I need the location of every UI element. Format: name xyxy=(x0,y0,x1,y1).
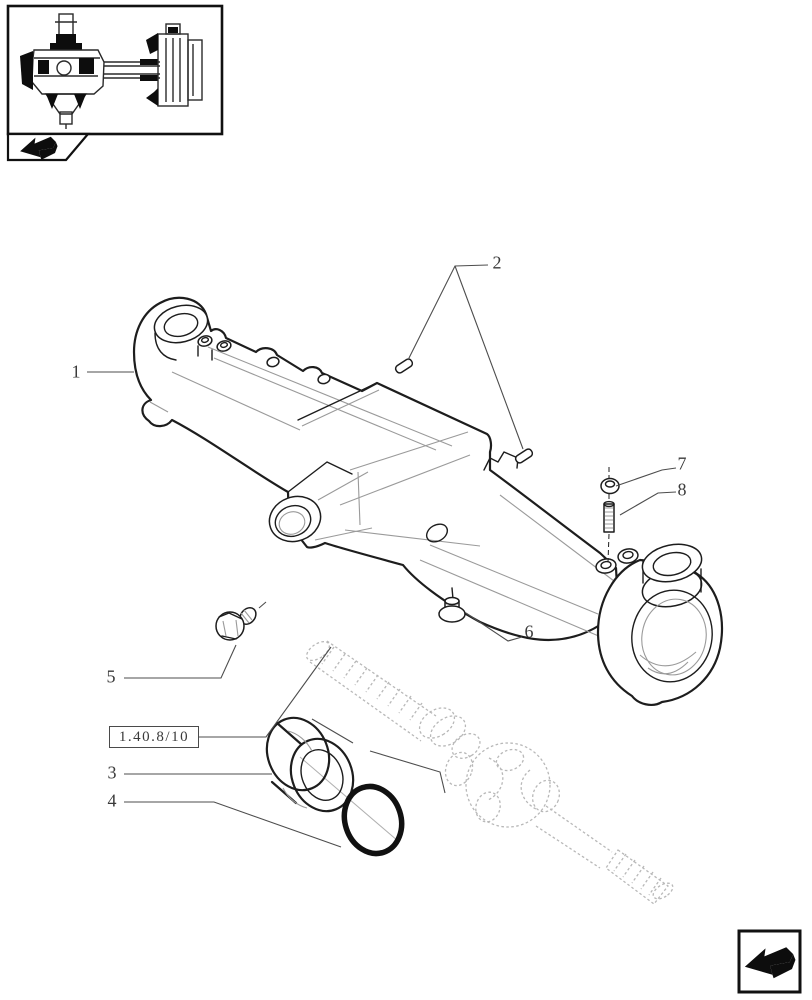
pin-part-2b xyxy=(514,448,533,465)
housing-body-outline xyxy=(134,298,618,640)
reference-label[interactable]: 1.40.8/10 xyxy=(109,726,199,748)
callout-5: 5 xyxy=(106,666,116,687)
next-page-button[interactable] xyxy=(739,931,800,992)
thumbnail-panel[interactable] xyxy=(8,6,222,134)
callout-6: 6 xyxy=(524,621,534,642)
callout-8: 8 xyxy=(677,479,687,500)
plug-part-5 xyxy=(216,602,266,640)
axle-housing-drawing xyxy=(134,298,722,705)
callout-3: 3 xyxy=(107,762,117,783)
callout-1: 1 xyxy=(71,361,81,382)
callout-2: 2 xyxy=(492,252,502,273)
previous-page-tab[interactable] xyxy=(8,134,88,160)
pin-part-2a xyxy=(394,358,413,375)
callout-7: 7 xyxy=(677,453,687,474)
callout-4: 4 xyxy=(107,790,117,811)
